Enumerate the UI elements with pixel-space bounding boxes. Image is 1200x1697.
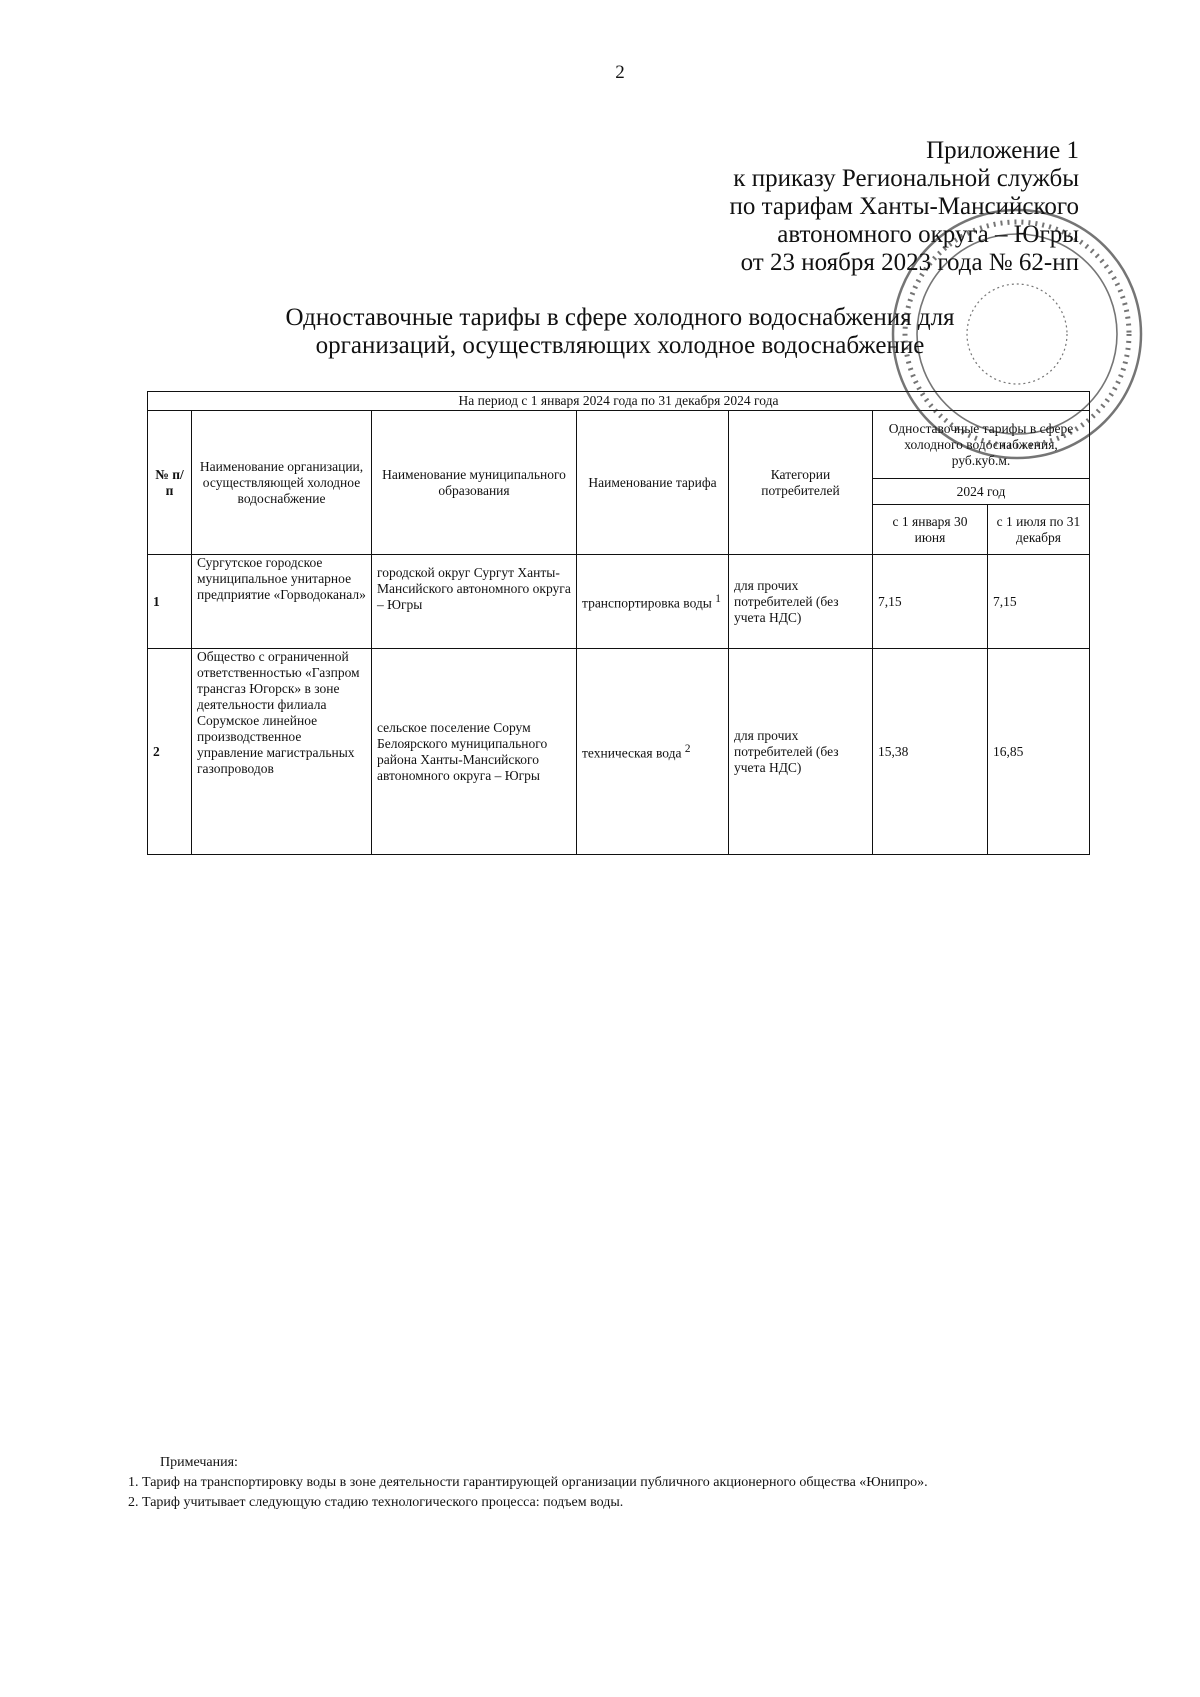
appendix-line: по тарифам Ханты-Мансийского xyxy=(729,193,1079,220)
table-row xyxy=(148,555,1090,649)
row-tariff-first-half: 7,15 xyxy=(873,555,988,649)
row-tariff-name xyxy=(577,649,729,855)
row-tariff-second-half: 16,85 xyxy=(988,649,1090,855)
note-item: 1. Тариф на транспортировку воды в зоне деятельности гарантирующей организации публичного акционерного общества «Юнипро». xyxy=(128,1475,928,1490)
table-row xyxy=(148,649,1090,855)
row-category: для прочих потребителей (без учета НДС) xyxy=(729,555,873,649)
row-org: Общество с ограниченной ответственностью «Газпром трансгаз Югорск» в зоне деятельности филиала Сорумское линейное производственное управление магистральных газопроводов xyxy=(192,649,372,855)
appendix-line: Приложение 1 xyxy=(926,137,1079,164)
row-tariff-name xyxy=(577,555,729,649)
row-municipality: сельское поселение Сорум Белоярского муниципального района Ханты-Мансийского автономного округа – Югры xyxy=(372,649,577,855)
row-tariff-second-half: 7,15 xyxy=(988,555,1090,649)
notes-section xyxy=(128,1453,928,1513)
tariff-name-text: транспортировка воды xyxy=(582,595,712,611)
col-header-category: Категории потребителей xyxy=(729,411,873,555)
row-num: 1 xyxy=(148,555,192,649)
tariffs-table xyxy=(147,391,1090,855)
notes-title: Примечания: xyxy=(160,1455,238,1470)
row-org: Сургутское городское муниципальное унитарное предприятие «Горводоканал» xyxy=(192,555,372,649)
appendix-line: от 23 ноября 2023 года № 62-нп xyxy=(740,249,1079,276)
col-header-second-half: с 1 июля по 31 декабря xyxy=(988,505,1090,555)
row-tariff-first-half: 15,38 xyxy=(873,649,988,855)
col-header-org: Наименование организации, осуществляющей холодное водоснабжение xyxy=(192,411,372,555)
page-number: 2 xyxy=(615,62,625,83)
appendix-line: к приказу Региональной службы xyxy=(733,165,1079,192)
tariff-name-text: техническая вода xyxy=(582,745,682,761)
row-category: для прочих потребителей (без учета НДС) xyxy=(729,649,873,855)
col-header-year: 2024 год xyxy=(873,479,1090,505)
title-line: организаций, осуществляющих холодное водоснабжение xyxy=(315,332,925,359)
header-row xyxy=(148,411,1090,479)
row-municipality: городской округ Сургут Ханты-Мансийского автономного округа – Югры xyxy=(372,555,577,649)
period-header: На период с 1 января 2024 года по 31 декабря 2024 года xyxy=(148,392,1090,411)
row-num: 2 xyxy=(148,649,192,855)
document-title xyxy=(170,304,1070,360)
title-line: Одноставочные тарифы в сфере холодного водоснабжения для xyxy=(285,304,955,331)
appendix-header xyxy=(730,137,1079,277)
period-row xyxy=(148,392,1090,411)
col-header-municipality: Наименование муниципального образования xyxy=(372,411,577,555)
appendix-line: автономного округа – Югры xyxy=(777,221,1079,248)
col-header-num: № п/п xyxy=(148,411,192,555)
col-header-tariffs-group: Одноставочные тарифы в сфере холодного водоснабжения, руб.куб.м. xyxy=(873,411,1090,479)
note-ref: 2 xyxy=(684,743,691,756)
col-header-first-half: с 1 января 30 июня xyxy=(873,505,988,555)
note-item: 2. Тариф учитывает следующую стадию технологического процесса: подъем воды. xyxy=(128,1495,624,1510)
col-header-tariff-name: Наименование тарифа xyxy=(577,411,729,555)
note-ref: 1 xyxy=(715,593,721,606)
